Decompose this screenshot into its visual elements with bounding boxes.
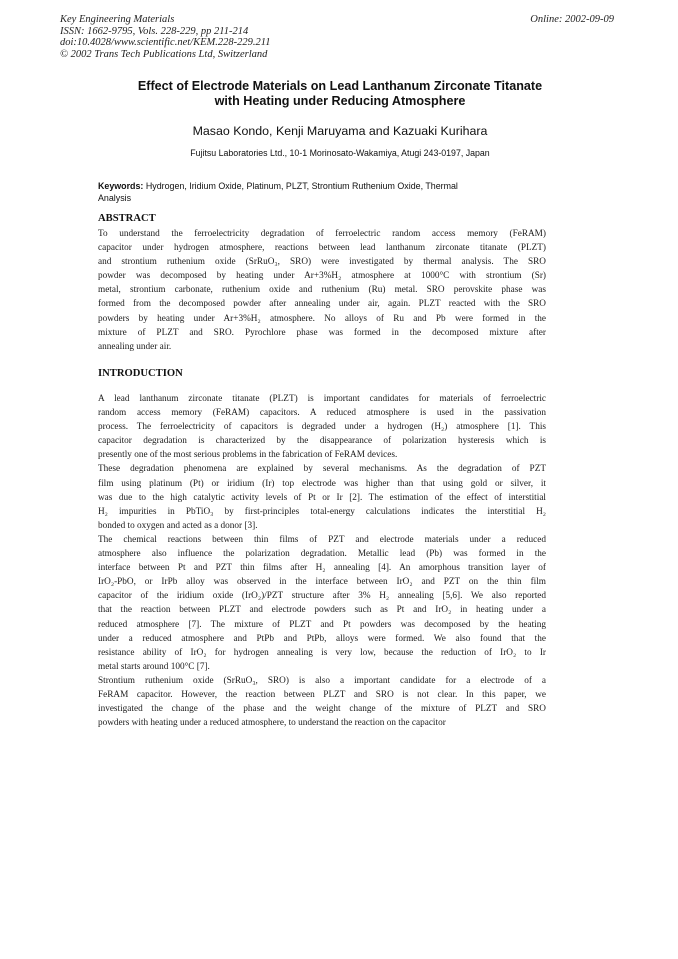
online-date: Online: 2002-09-09 (530, 14, 614, 25)
text-line: film using platinum (Pt) or iridium (Ir) top electrode was higher than that using gold or silver, it (98, 478, 546, 489)
text-line: powders with heating under a reduced atmosphere, to understand the reaction on the capacitor (98, 718, 446, 729)
text-line: that the reaction between PLZT and electrode powders such as Pt and IrO₂ in heating under a (98, 605, 546, 616)
paper-title (100, 79, 580, 109)
text-line: random access memory (FeRAM) capacitors. A reduced atmosphere is used in the passivation (98, 408, 546, 419)
keywords-label: Keywords: (98, 181, 144, 191)
keywords-block (98, 180, 546, 204)
text-line: The chemical reactions between thin films of PZT and electrode materials under a reduced (98, 534, 546, 545)
text-line: These degradation phenomena are explained by several mechanisms. As the degradation of PZT (98, 464, 546, 475)
text-line: resistance ability of IrO₂ for hydrogen annealing is very low, because the reduction of IrO₂ to Ir (98, 647, 546, 658)
text-line: formed from the decomposed powder after annealing under air, again. PLZT reacted with the SRO (98, 299, 546, 310)
affiliation: Fujitsu Laboratories Ltd., 10-1 Morinosato-Wakamiya, Atugi 243-0197, Japan (190, 148, 490, 158)
text-line: annealing under air. (98, 341, 172, 352)
keywords-text-1: Hydrogen, Iridium Oxide, Platinum, PLZT, Strontium Ruthenium Oxide, Thermal (143, 181, 458, 191)
text-line: FeRAM capacitor. However, the reaction between PLZT and SRO is not clear. In this paper, we (98, 689, 546, 700)
text-line: reduced atmosphere [7]. The mixture of PLZT and Pt powders was decomposed by the heating (98, 619, 546, 630)
abstract-body (98, 227, 546, 354)
text-line: H₂ impurities in PbTiO₃ by first-principles total-energy calculations indicates the interstitial H₂ (98, 506, 546, 517)
text-line: Strontium ruthenium oxide (SrRuO₃, SRO) is also a important candidate for a electrode of a (98, 675, 546, 686)
text-line: IrO₂-PbO, or IrPb alloy was observed in the interface between IrO₂ and PZT on the thin film (98, 577, 546, 588)
text-line: process. The ferroelectricity of capacitors is degraded under a hydrogen (H₂) atmosphere [1]. This (98, 422, 546, 433)
text-line: and strontium ruthenium oxide (SrRuO₃, SRO) were investigated by thermal analysis. The SRO (98, 257, 546, 268)
author-list: Masao Kondo, Kenji Maruyama and Kazuaki Kurihara (192, 124, 488, 138)
text-line: bonded to oxygen and acted as a donor [3]. (98, 520, 258, 531)
issn-line: ISSN: 1662-9795, Vols. 228-229, pp 211-214 (60, 25, 249, 37)
text-line: presently one of the most serious problems in the fabrication of FeRAM devices. (98, 450, 398, 461)
text-line: powders by heating under Ar+3%H₂ atmosphere. No alloys of Ru and Pb were formed in the (98, 313, 546, 324)
text-line: capacitor degradation is characterized by the disappearance of polarization hysteresis which is (98, 436, 546, 447)
text-line: capacitor of the iridium oxide (IrO₂)/PZT structure after 3% H₂ annealing [5,6]. We also reported (98, 591, 546, 602)
text-line: To understand the ferroelectricity degradation of ferroelectric random access memory (FeRAM) (98, 229, 546, 239)
text-line: mixture of PLZT and SRO. Pyrochlore phase was formed in the decomposed mixture after (98, 327, 546, 338)
text-line: under a reduced atmosphere and PtPb and PtPb, alloys were formed. We also found that the (98, 633, 546, 644)
journal-name: Key Engineering Materials (60, 14, 175, 25)
journal-header (60, 14, 270, 60)
text-line: powder was decomposed by heating under Ar+3%H₂ atmosphere at 1000°C with strontium (Sr) (98, 271, 546, 282)
introduction-body (98, 392, 546, 730)
text-line: atmosphere also influence the polarization degradation. Metallic lead (Pb) was formed in the (98, 549, 546, 560)
text-line: metal, strontium carbonate, ruthenium oxide and ruthenium (Ru) metal. SRO perovskite phase was (98, 285, 546, 296)
copyright-line: © 2002 Trans Tech Publications Ltd, Switzerland (60, 48, 268, 60)
text-line: capacitor under hydrogen atmosphere, reactions between lead lanthanum zirconate titanate (PLZT) (98, 243, 546, 254)
text-line: was due to the high catalytic activity levels of Pt or Ir [2]. The estimation of the effect of interstitial (98, 492, 546, 503)
introduction-heading: INTRODUCTION (98, 368, 183, 379)
text-line: interface between Pt and PZT thin films after H₂ annealing [4]. An amorphous transition layer of (98, 563, 546, 574)
text-line: metal starts around 100°C [7]. (98, 661, 210, 672)
text-line: investigated the change of the phase and the weight change of the mixture of PLZT and SRO (98, 704, 546, 715)
title-line-2: with Heating under Reducing Atmosphere (214, 94, 466, 108)
keywords-text-2: Analysis (98, 193, 132, 203)
doi-line: doi:10.4028/www.scientific.net/KEM.228-229.211 (60, 37, 271, 48)
title-line-1: Effect of Electrode Materials on Lead Lanthanum Zirconate Titanate (137, 79, 543, 93)
abstract-heading: ABSTRACT (98, 213, 156, 224)
text-line: A lead lanthanum zirconate titanate (PLZT) is important candidates for materials of ferroelectric (98, 394, 546, 404)
